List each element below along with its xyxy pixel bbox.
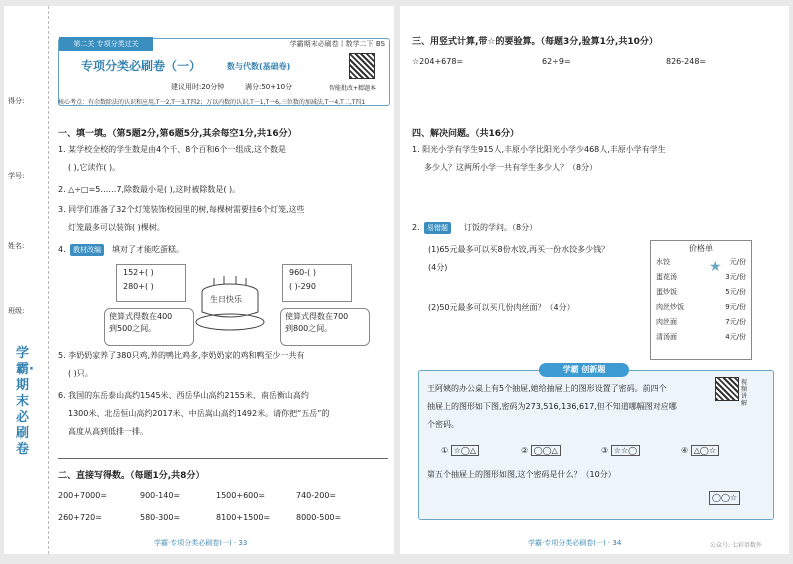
bubble2-line2: 到800之间。 [285,324,333,333]
menu-row: 肉丝面 7元/份 [656,318,746,326]
q1-line2: ( ),它读作( )。 [68,163,121,172]
drawer-3: ③ ☆☆◯ [601,445,640,457]
qr-code-icon [715,377,739,401]
price-list [650,240,752,360]
section4-title: 四、解决问题。（共16分） [412,129,520,139]
menu-row: 肉丝炒饭 9元/份 [656,303,746,311]
core-note: 核心考点：有余数除法的认识和应用,T一2,T一3,T四2；万以内数的认识,T一1,T一6,三位数的加减法,T一4,T二,T四1 [58,99,366,106]
vertical-calc-2: 62÷9= [542,57,571,66]
class-label: 班级: [8,307,25,315]
vertical-calc-3: 826-248= [666,57,707,66]
name-label: 姓名: [8,242,25,250]
left-footer: 学霸·专项分类必刷卷(一) · 33 [154,539,248,547]
header-card [58,38,390,106]
calc-4: 740-200= [296,491,337,500]
q5-line2: ( )只。 [68,369,93,378]
subtitle: 数与代数(基础卷) [227,62,291,71]
drawer-1: ① ☆◯△ [441,445,479,457]
p1-line2: 多少人？这两所小学一共有学生多少人？（8分） [424,163,598,172]
innovation-banner: 学霸 创新题 [539,363,629,377]
qr-code-icon [349,53,375,79]
q4-number: 4. [58,245,66,254]
qr-caption: 智能批改+精题本 [329,85,377,92]
calc-2: 900-140= [140,491,181,500]
q4-tag: 教材改编 [70,244,104,256]
p2-1-score: (4分) [428,263,448,272]
bubble1-line1: 使算式得数在400 [109,312,173,321]
vertical-calc-1: ☆204+678= [412,57,464,66]
menu-row: 清汤面 4元/份 [656,333,746,341]
section3-title: 三、用竖式计算,带☆的要验算。（每题3分,验算1分,共10分） [412,37,658,47]
p2-text: 订饭的学问。（8分） [464,223,538,232]
eq3: 960-( ) [289,268,316,277]
calc-5: 260+720= [58,513,102,522]
q5-line1: 5. 李奶奶家养了380只鸡,养的鸭比鸡多,李奶奶家的鸡和鸭至少一共有 [58,351,305,360]
time: 建议用时:20分钟 [171,83,225,91]
inno-line4: 第五个抽屉上的图形如图,这个密码是什么？（10分） [427,470,616,479]
drawer-5: ◯◯☆ [709,491,740,505]
cake-text: 生日快乐 [210,295,242,304]
calc-8: 8000-500= [296,513,342,522]
student-id-label: 学号: [8,172,25,180]
header-right: 学霸期末必刷卷丨数学二下 BS [289,40,385,48]
score-label: 得分: [8,97,25,105]
inno-line1: 王阿姨的办公桌上有5个抽屉,她给抽屉上的图形设置了密码。前四个 [427,384,667,393]
left-page [4,6,394,554]
divider [58,458,388,459]
q4-text: 填对了才能吃蛋糕。 [112,245,184,254]
calc-1: 200+7000= [58,491,108,500]
q1-line1: 1. 某学校全校的学生数是由4个千、8个百和6个一组成,这个数是 [58,145,286,154]
brand-vertical: 学霸·期末必刷卷 [16,346,34,457]
drawer-2: ② ◯◯△ [521,445,561,457]
q3-line1: 3. 同学们准备了32个灯笼装饰校园里的树,每棵树需要挂6个灯笼,这些 [58,205,305,214]
q3-line2: 灯笼最多可以装饰( )棵树。 [68,223,165,232]
q2: 2. △÷□=5……7,除数最小是( ),这时被除数是( )。 [58,185,241,194]
bubble1-line2: 到500之间。 [109,324,157,333]
section2-title: 二、直接写得数。（每题1分,共8分） [58,471,205,481]
level-tag: 第二关 专项分类过关 [59,37,153,51]
calc-6: 580-300= [140,513,181,522]
bubble-right [280,308,370,346]
right-page [400,6,789,554]
eq4: ( )-290 [289,282,316,291]
bubble-left [104,308,194,346]
p2-2: (2)50元最多可以买几份肉丝面？（4分） [428,303,575,312]
star-icon: ★ [709,259,722,275]
side-strip [4,6,49,554]
drawer-4: ④ △◯☆ [681,445,719,457]
qr-caption-right: 视频讲解 [741,379,748,407]
innovation-box [418,365,774,520]
p2-tag: 易错题 [424,222,451,234]
section1-title: 一、填一填。（第5题2分,第6题5分,其余每空1分,共16分） [58,129,297,139]
score: 满分:50+10分 [245,83,293,91]
price-list-title: 价格单 [689,244,713,253]
eq-box-left [116,264,186,302]
corner-credit: 公众号: 七彩语数外 [710,542,762,549]
calc-3: 1500+600= [216,491,266,500]
eq1: 152+( ) [123,268,154,277]
eq-box-right [282,264,352,302]
p2-1: (1)65元最多可以买8份水饺,再买一份水饺多少钱？ [428,245,610,254]
p2-number: 2. [412,223,420,232]
q6-line1: 6. 我国的东岳泰山高约1545米、西岳华山高约2155米、南岳衡山高约 [58,391,309,400]
birthday-cake-icon [194,274,266,334]
calc-7: 8100+1500= [216,513,271,522]
p1-line1: 1. 阳光小学有学生915人,丰原小学比阳光小学少468人,丰原小学有学生 [412,145,666,154]
menu-row: 蛋炒饭 5元/份 [656,288,746,296]
inno-line3: 个密码。 [427,420,459,429]
inno-line2: 抽屉上的图形如下图,密码为273,516,136,617,但不知道哪幅图对应哪 [427,402,677,411]
menu-row: 水饺 元/份 [656,258,746,266]
bubble2-line1: 使算式得数在700 [285,312,349,321]
q6-line3: 高度从高到低排一排。 [68,427,148,436]
q6-line2: 1300米、北岳恒山高约2017米、中岳嵩山高约1492米。请你把“五岳”的 [68,409,330,418]
main-title: 专项分类必刷卷（一） [81,59,202,73]
eq2: 280+( ) [123,282,154,291]
right-footer: 学霸·专项分类必刷卷(一) · 34 [528,539,622,547]
menu-row: 蛋花汤 3元/份 [656,273,746,281]
